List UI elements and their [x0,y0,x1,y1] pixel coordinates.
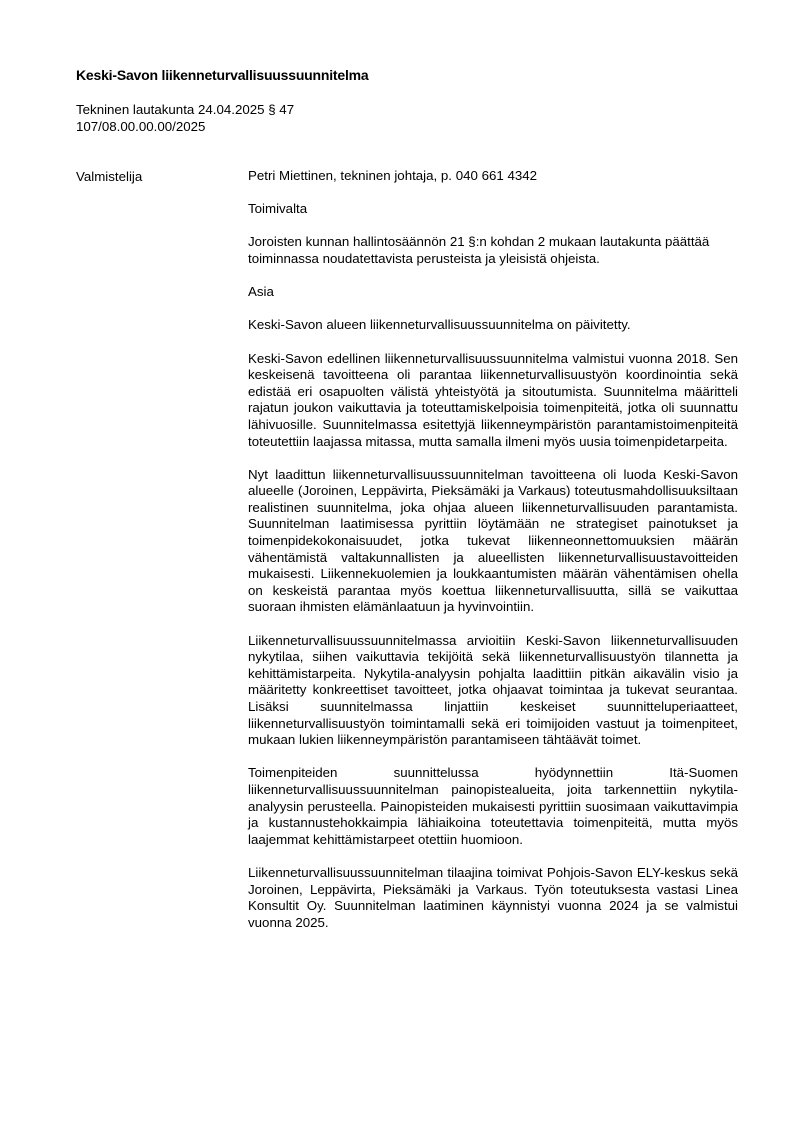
document-body [248,168,738,948]
heading-toimivalta: Toimivalta [248,201,308,217]
heading-asia: Asia [248,284,274,300]
record-number: 107/08.00.00.00/2025 [76,119,206,134]
paragraph-6: Liikenneturvallisuussuunnitelman tilaajina toimivat Pohjois-Savon ELY-keskus sekä Joroinen, Leppävirta, Pieksämäki ja Varkaus. Työn toteutuksesta vastasi Linea Konsultit Oy. Suunnitelman laatiminen käynnistyi vuonna 2024 ja se valmistui vuonna 2025. [248,864,738,930]
paragraph-4: Liikenneturvallisuussuunnitelmassa arvioitiin Keski-Savon liikenneturvallisuuden nykytilaa, siihen vaikuttavia tekijöitä sekä liikenneturvallisuustyön tilannetta ja kehittämistarpeita. Nykytila-analyysin pohjalta laadittiin pitkän aikavälin visio ja määritetty konkreettiset tavoitteet, jotka ohjaavat toimintaa ja tukevat seurantaa. Lisäksi suunnitelmassa linjattiin keskeiset suunnitteluperiaatteet, liikenneturvallisuustyön toimintamalli sekä eri toimijoiden vastuut ja toimenpiteet, mukaan lukien liikenneympäristön parantamiseen tähtäävät toimet. [248,632,738,748]
preparer-label: Valmistelija [76,169,143,184]
meeting-meta [76,101,294,135]
preparer-value: Petri Miettinen, tekninen johtaja, p. 040 661 4342 [248,168,538,183]
paragraph-5: Toimenpiteiden suunnittelussa hyödynnettiin Itä-Suomen liikenneturvallisuussuunnitelman painopistealueita, joita tarkennettiin nykytila-analyysin perusteella. Painopisteiden mukaisesti pyrittiin suosimaan vaikuttavimpia ja kustannustehokkaimpia lähiaikoina toteutettavia toimenpiteitä, mutta myös laajemmat kehittämistarpeet otettiin huomioon. [248,765,738,847]
paragraph-1: Keski-Savon alueen liikenneturvallisuussuunnitelma on päivitetty. [248,317,631,333]
paragraph-toimivalta: Joroisten kunnan hallintosäännön 21 §:n kohdan 2 mukaan lautakunta päättää toiminnassa noudatettavista perusteista ja yleisistä ohjeista. [248,234,710,266]
paragraph-3: Nyt laadittun liikenneturvallisuussuunnitelman tavoitteena oli luoda Keski-Savon alueelle (Joroinen, Leppävirta, Pieksämäki ja Varkaus) toteutusmahdollisuuksiltaan realistinen suunnitelma, joka ohjaa alueen liikenneturvallisuuden parantamista. Suunnitelman laatimisessa pyrittiin löytämään ne strategiset painotukset ja toimenpidekokonaisuudet, jotka tukevat liikenneonnettomuuksien määrän vähentämistä valtakunnallisten ja alueellisten liikenneturvallisuustavoitteiden mukaisesti. Liikennekuolemien ja loukkaantumisten määrän vähentämisen ohella on keskeistä parantaa myös koettua liikenneturvallisuutta, sillä se vaikuttaa suoraan ihmisten elämänlaatuun ja hyvinvointiin. [248,466,738,615]
paragraph-2: Keski-Savon edellinen liikenneturvallisuussuunnitelma valmistui vuonna 2018. Sen keskeisenä tavoitteena oli parantaa liikenneturvallisuustyön koordinointia sekä edistää eri osapuolten välistä yhteistyötä ja sitoutumista. Suunnitelma määritteli rajatun joukon vaikuttavia ja toteuttamiskelpoisia toimenpiteitä, jotka oli suunnattu lähivuosille. Suunnitelmassa esitettyjä liikenneympäristön parantamistoimenpiteitä toteutettiin laajassa mitassa, mutta samalla ilmeni myös uusia toimenpidetarpeita. [248,350,738,449]
document-title: Keski-Savon liikenneturvallisuussuunnitelma [76,67,369,83]
meeting-reference: Tekninen lautakunta 24.04.2025 § 47 [76,102,295,117]
